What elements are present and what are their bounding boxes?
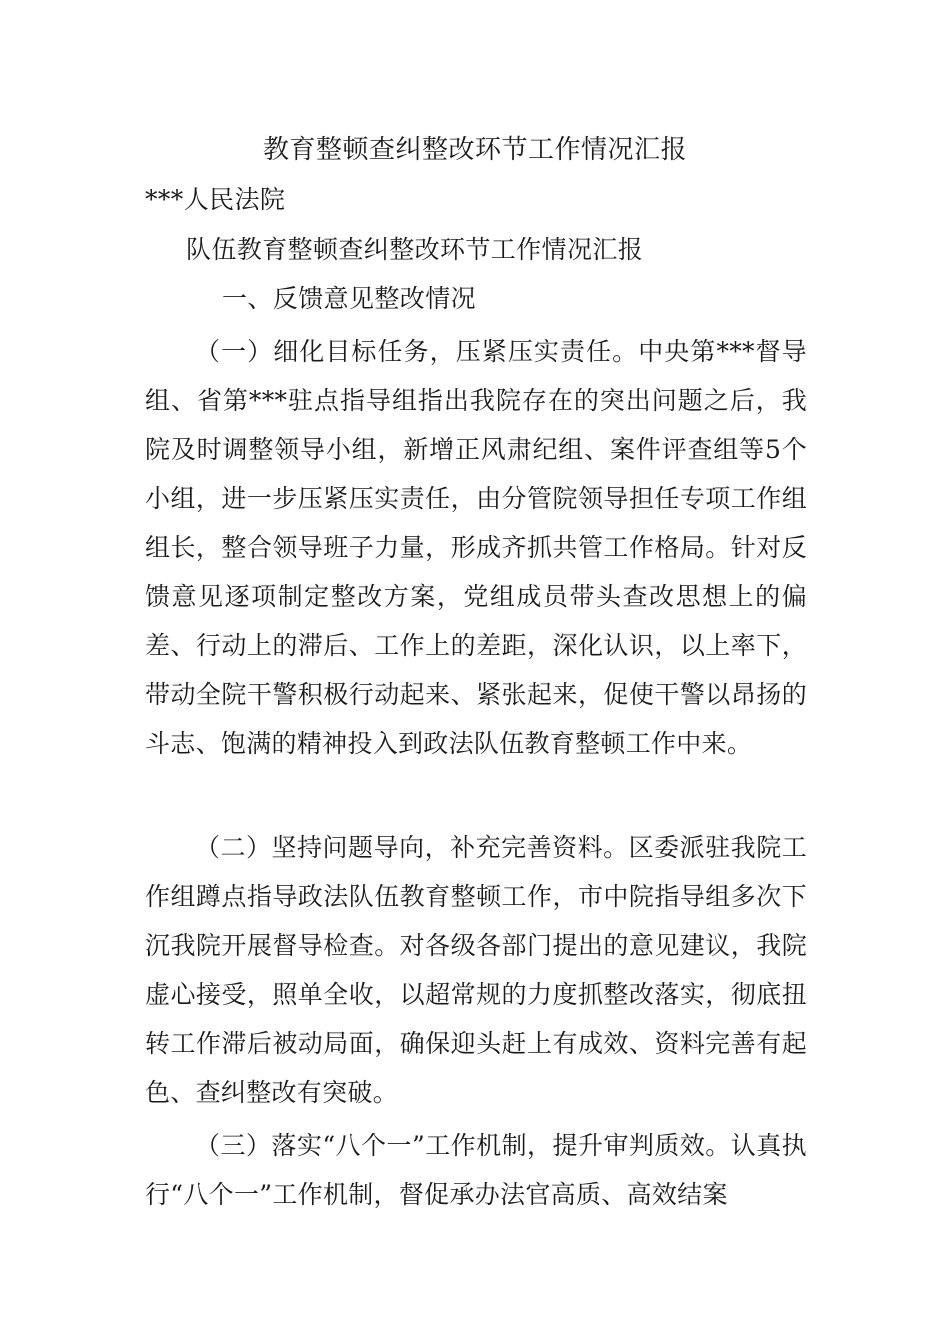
paragraph-1: （一）细化目标任务，压紧压实责任。中央第***督导组、省第***驻点指导组指出我院存在的突出问题之后，我院及时调整领导小组，新增正风肃纪组、案件评查组等5个小组，进一步压紧压实责任，由分管院领导担任专项工作组组长，整合领导班子力量，形成齐抓共管工作格局。针对反馈意见逐项制定整改方案，党组成员带头查改思想上的偏差、行动上的滞后、工作上的差距，深化认识，以上率下，带动全院干警积极行动起来、紧张起来，促使干警以昂扬的斗志、饱满的精神投入到政法队伍教育整顿工作中来。 — [145, 337, 807, 758]
document-author: ***人民法院 — [145, 185, 286, 214]
paragraph-3: （三）落实“八个一”工作机制，提升审判质效。认真执行“八个一”工作机制，督促承办法官高质、高效结案 — [145, 1131, 807, 1209]
document-subtitle: 队伍教育整顿查纠整改环节工作情况汇报 — [186, 235, 644, 264]
section-heading: 一、反馈意见整改情况 — [222, 284, 477, 313]
paragraph-2: （二）坚持问题导向，补充完善资料。区委派驻我院工作组蹲点指导政法队伍教育整顿工作，市中院指导组多次下沉我院开展督导检查。对各级各部门提出的意见建议，我院虚心接受，照单全收，以超常规的力度抓整改落实，彻底扭转工作滞后被动局面，确保迎头赶上有成效、资料完善有起色、查纠整改有突破。 — [145, 833, 807, 1107]
document-title: 教育整顿查纠整改环节工作情况汇报 — [262, 135, 687, 165]
